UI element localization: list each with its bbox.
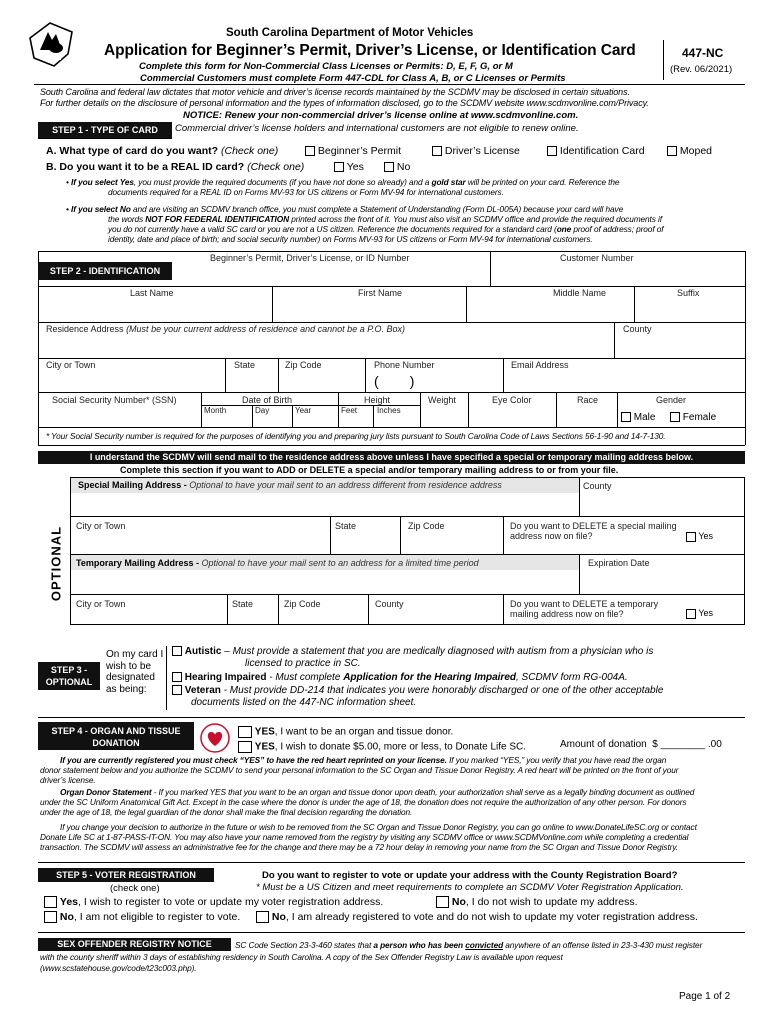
agency-name: South Carolina Department of Motor Vehicles — [226, 27, 474, 39]
optional-vertical-label: OPTIONAL — [48, 525, 64, 602]
option-drivers-license[interactable]: Driver’s License — [432, 145, 520, 157]
sex-offender-text-3: (www.scstatehouse.gov/code/t23c003.php). — [40, 963, 197, 973]
ssn-label: Social Security Number* (SSN) — [52, 395, 177, 405]
organ-donor-paragraph-1: If you are currently registered you must check “YES” to have the red heart reprinted on your license. If you marked “YES,” you verify that you have read the organ donor statement below and you authorize the SCDMV to send your personal information to the SC Organ and Tissue Donor Registry. A red heart will be printed on the front of your driver’s license. — [40, 755, 679, 785]
beginners-permit-checkbox[interactable] — [305, 146, 315, 156]
special-county-label: County — [583, 481, 612, 491]
county-label: County — [623, 324, 652, 334]
height-label: Height — [364, 395, 391, 405]
delete-temp-question: Do you want to DELETE a temporary mailing address now on file? — [510, 599, 659, 619]
mailing-bar: I understand the SCDMV will send mail to the residence address above unless I have specified a special or temporary mailing address below. — [38, 451, 745, 464]
voter-yes[interactable]: Yes, I wish to register to vote or update my voter registration address. — [44, 896, 383, 908]
drivers-license-checkbox[interactable] — [432, 146, 442, 156]
revision-date: (Rev. 06/2021) — [670, 64, 733, 75]
step5-label: STEP 5 - VOTER REGISTRATION — [38, 868, 214, 882]
form-number-box — [663, 40, 746, 80]
race-label: Race — [577, 395, 599, 405]
delete-temp-yes[interactable]: Yes — [686, 608, 713, 619]
voter-question: Do you want to register to vote or update your address with the County Registration Board? — [262, 870, 678, 881]
real-id-no[interactable]: No — [384, 161, 410, 173]
zip-label: Zip Code — [285, 360, 322, 370]
designation-autistic[interactable]: Autistic – Must provide a statement that you are medically diagnosed with autism from a physician who is licensed to practice in SC. — [172, 646, 742, 670]
organ-donor-paragraph-3: If you change your decision to authorize in the future or wish to be removed from the SC Organ and Tissue Donor Registry, you can go online to www.DonateLifeSC.org or contact Donate Life SC at 1-87-PASS-IT-ON. You may also have your name removed from the registry by visiting any SCDMV office or www.SCDMVonline.com while completing a credential transaction. The SCDMV will assess an administrative fee for the change and there may be a 72 hour delay in removing your name from the SC Organ and Tissue Donor Registry. — [40, 822, 697, 852]
moped-checkbox[interactable] — [667, 146, 677, 156]
step5-check-one: (check one) — [110, 883, 160, 894]
weight-label: Weight — [428, 395, 456, 405]
sex-offender-text-1: SC Code Section 23-3-460 states that a person who has been convicted anywhere of an offense listed in 23-3-430 must register — [235, 940, 703, 950]
voter-yes-checkbox[interactable] — [44, 896, 57, 908]
state-label: State — [234, 360, 256, 370]
form-subtitle-1: Complete this form for Non-Commercial Class Licenses or Permits: D, E, F, G, or M — [139, 61, 513, 72]
form-number: 447-NC — [682, 46, 724, 60]
last-name-label: Last Name — [130, 288, 174, 298]
height-inches-label: Inches — [377, 406, 401, 415]
mailing-subheading: Complete this section if you want to ADD or DELETE a special and/or temporary mailing address to or from your file. — [120, 465, 619, 475]
step1-question-a: A. What type of card do you want? (Check one) — [46, 145, 279, 157]
gender-label: Gender — [656, 395, 687, 405]
donation-amount[interactable]: Amount of donation $ ________ .00 — [560, 739, 722, 750]
form-title: Application for Beginner’s Permit, Driver’s License, or Identification Card — [104, 42, 636, 59]
step2-label: STEP 2 - IDENTIFICATION — [38, 262, 172, 280]
real-id-no-note: • If you select No and are visiting an SCDMV branch office, you must complete a Statement of Understanding (Form DL-005A) because your card will have the words NOT FOR FEDERAL IDENTIFICATION printed across the front of it. You must also visit an SCDMV office and provide the required documents if you do not currently have a valid SC card or you are not a US citizen. Reference the documents required for a standard card (one proof of address; proof of identity, date and place of birth; and social security number) on Forms MV-93 for US citizens or Form MV-94 for international customers. — [66, 204, 664, 244]
hearing-impaired-checkbox[interactable] — [172, 672, 182, 682]
phone-label: Phone Number — [374, 360, 435, 370]
eye-color-label: Eye Color — [492, 395, 532, 405]
permit-number-input[interactable] — [175, 264, 489, 286]
real-id-yes[interactable]: Yes — [334, 161, 364, 173]
autistic-checkbox[interactable] — [172, 646, 182, 656]
step1-question-b: B. Do you want it to be a REAL ID card? (Check one) — [46, 161, 305, 173]
ssn-note: * Your Social Security number is required for the purposes of identifying you and preparing jury lists pursuant to South Carolina Code of Laws Sections 56-1-90 and 14-7-130. — [46, 431, 666, 441]
donate-five-yes[interactable]: YES, I wish to donate $5.00, more or less, to Donate Life SC. — [238, 741, 526, 753]
voter-no-update-checkbox[interactable] — [436, 896, 449, 908]
real-id-no-checkbox[interactable] — [384, 162, 394, 172]
male-checkbox[interactable] — [621, 412, 631, 422]
dob-year-label: Year — [295, 406, 312, 415]
voter-no-registered[interactable]: No, I am already registered to vote and do not wish to update my voter registration address. — [256, 911, 698, 923]
dob-month-label: Month — [204, 406, 227, 415]
organ-donor-statement: Organ Donor Statement - If you marked YES that you want to be an organ and tissue donor upon death, your authorization shall serve as a legally binding document as outlined under the SC Uniform Anatomical Gift Act. Except in the case where the donor is under the age of 18, the donation does not require the authorization of any other person. For donors under the age of 18, the legal guardian of the donor shall make the final decision regarding the donation. — [40, 787, 695, 817]
female-checkbox[interactable] — [670, 412, 680, 422]
special-state-label: State — [335, 521, 357, 531]
special-city-label: City or Town — [76, 521, 126, 531]
designation-veteran[interactable]: Veteran - Must provide DD-214 that indicates you were honorably discharged or one of the other acceptable documents listed on the 447-NC information sheet. — [172, 685, 742, 709]
identification-card-checkbox[interactable] — [547, 146, 557, 156]
special-zip-label: Zip Code — [408, 521, 445, 531]
intro-line-4: Commercial driver’s license holders and international customers are not eligible to renew online. — [175, 123, 579, 134]
designation-hearing-impaired[interactable]: Hearing Impaired - Must complete Application for the Hearing Impaired, SCDMV form RG-004A. — [172, 672, 628, 683]
residence-address-label: Residence Address (Must be your current address of residence and cannot be a P.O. Box) — [46, 324, 406, 334]
step4-label: STEP 4 - ORGAN AND TISSUE DONATION — [38, 722, 194, 750]
height-feet-label: Feet — [341, 406, 358, 415]
phone-area-code[interactable]: ( ) — [374, 373, 415, 389]
permit-number-label: Beginner’s Permit, Driver’s License, or ID Number — [210, 253, 410, 263]
temp-state-label: State — [232, 599, 254, 609]
organ-donor-yes[interactable]: YES, I want to be an organ and tissue donor. — [238, 726, 453, 738]
voter-no-update[interactable]: No, I do not wish to update my address. — [436, 896, 638, 908]
temp-city-label: City or Town — [76, 599, 126, 609]
organ-donor-heart-icon — [199, 722, 231, 754]
temp-county-label: County — [375, 599, 404, 609]
special-mailing-label: Special Mailing Address - Optional to have your mail sent to an address different from residence address — [78, 480, 502, 490]
option-moped[interactable]: Moped — [667, 145, 712, 157]
middle-name-label: Middle Name — [553, 288, 607, 298]
email-label: Email Address — [511, 360, 569, 370]
step3-label: STEP 3 - OPTIONAL — [38, 662, 100, 690]
donate-five-yes-checkbox[interactable] — [238, 741, 252, 753]
temporary-mailing-label: Temporary Mailing Address - Optional to have your mail sent to an address for a limited time period — [76, 558, 479, 568]
dob-day-label: Day — [255, 406, 270, 415]
veteran-checkbox[interactable] — [172, 685, 182, 695]
header-rule — [34, 84, 745, 85]
suffix-label: Suffix — [677, 288, 700, 298]
option-identification-card[interactable]: Identification Card — [547, 145, 645, 157]
scdmv-logo: SCDMV — [26, 20, 76, 68]
gender-female[interactable]: Female — [670, 412, 716, 423]
organ-donor-yes-checkbox[interactable] — [238, 726, 252, 738]
sex-offender-text-2: with the county sheriff within 3 days of establishing residency in South Carolina. A copy of the Sex Offender Registry Law is available upon request — [40, 952, 563, 962]
intro-notice: NOTICE: Renew your non-commercial driver’s license online at www.scdmvonline.com. — [183, 110, 579, 121]
step3-card-text: On my card I wish to be designated as being: — [106, 649, 164, 695]
option-beginners-permit[interactable]: Beginner’s Permit — [305, 145, 401, 157]
temp-zip-label: Zip Code — [284, 599, 321, 609]
sex-offender-label: SEX OFFENDER REGISTRY NOTICE — [38, 938, 231, 951]
form-subtitle-2: Commercial Customers must complete Form 447-CDL for Class A, B, or C Licenses or Permits — [140, 73, 566, 84]
city-label: City or Town — [46, 360, 96, 370]
expiration-date-label: Expiration Date — [588, 558, 650, 568]
step1-label: STEP 1 - TYPE OF CARD — [38, 122, 172, 138]
voter-no-ineligible-checkbox[interactable] — [44, 911, 57, 923]
gender-male[interactable]: Male — [621, 412, 655, 423]
page-number: Page 1 of 2 — [679, 991, 731, 1002]
customer-number-label: Customer Number — [560, 253, 634, 263]
real-id-yes-checkbox[interactable] — [334, 162, 344, 172]
intro-line-2: For further details on the disclosure of personal information and the types of information disclosed, go to the SCDMV website www.scdmvonline.com/Privacy. — [40, 98, 649, 108]
voter-requirement: * Must be a US Citizen and meet requirements to complete an SCDMV Voter Registration Application. — [256, 882, 684, 893]
delete-temp-yes-checkbox[interactable] — [686, 609, 696, 619]
intro-line-1: South Carolina and federal law dictates that motor vehicle and driver’s license records maintained by the SCDMV may be disclosed in certain situations. — [40, 87, 630, 97]
delete-special-yes[interactable]: Yes — [686, 531, 713, 542]
customer-number-input[interactable] — [491, 264, 744, 286]
delete-special-yes-checkbox[interactable] — [686, 532, 696, 542]
real-id-yes-note: • If you select Yes, you must provide the required documents (if you have not done so already) and a gold star will be printed on your card. Reference the documents required for a REAL ID on Forms MV-93 for US citizens or Form MV-94 for international customers. — [66, 177, 620, 197]
delete-special-question: Do you want to DELETE a special mailing address now on file? — [510, 521, 677, 541]
voter-no-ineligible[interactable]: No, I am not eligible to register to vote. — [44, 911, 240, 923]
dob-label: Date of Birth — [242, 395, 293, 405]
voter-no-registered-checkbox[interactable] — [256, 911, 269, 923]
first-name-label: First Name — [358, 288, 403, 298]
